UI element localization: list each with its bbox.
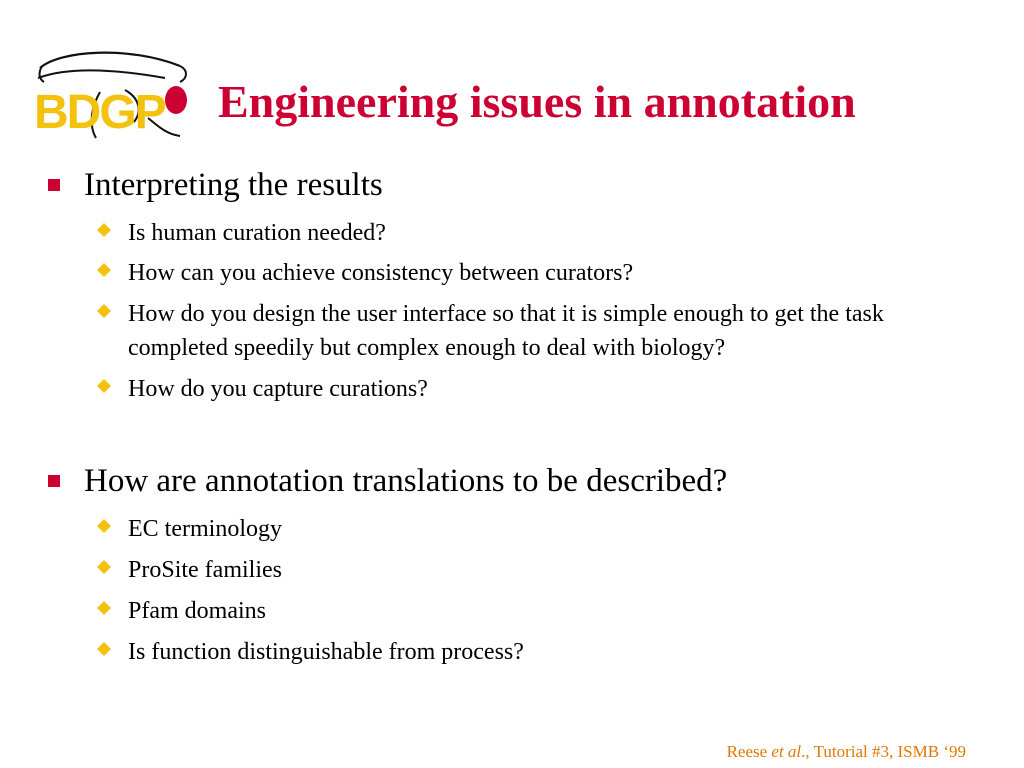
list-item — [96, 372, 428, 406]
list-item — [96, 256, 633, 290]
slide-title: Engineering issues in annotation — [218, 76, 856, 127]
square-bullet-icon — [48, 475, 60, 487]
diamond-bullet-icon — [96, 600, 112, 616]
section-2-heading-row — [48, 462, 727, 500]
section-1-heading: Interpreting the results — [84, 167, 383, 203]
list-item — [96, 635, 524, 669]
diamond-bullet-icon — [96, 262, 112, 278]
diamond-bullet-icon — [96, 559, 112, 575]
list-item-text: Is function distinguishable from process? — [128, 639, 524, 665]
list-item — [96, 216, 386, 250]
list-item — [96, 512, 282, 546]
diamond-bullet-icon — [96, 303, 112, 319]
list-item-text: ProSite families — [128, 557, 282, 583]
logo-text: BDGP — [34, 86, 165, 139]
list-item-text: How do you design the user interface so that it is simple enough to get the task completed speedily but complex enough to deal with biology? — [128, 301, 884, 361]
diamond-bullet-icon — [96, 641, 112, 657]
list-item — [96, 297, 988, 365]
list-item-text: EC terminology — [128, 516, 282, 542]
list-item-text: How do you capture curations? — [128, 376, 428, 402]
list-item — [96, 594, 266, 628]
diamond-bullet-icon — [96, 378, 112, 394]
square-bullet-icon — [48, 179, 60, 191]
list-item — [96, 553, 282, 587]
diamond-bullet-icon — [96, 518, 112, 534]
diamond-bullet-icon — [96, 222, 112, 238]
footer-etal: et al — [771, 742, 802, 761]
footer-rest: ., Tutorial #3, ISMB ‘99 — [801, 742, 966, 761]
list-item-text: Pfam domains — [128, 598, 266, 624]
list-item-text: Is human curation needed? — [128, 220, 386, 246]
section-1-heading-row — [48, 166, 383, 204]
footer-author: Reese — [726, 742, 768, 761]
list-item-text: How can you achieve consistency between curators? — [128, 260, 634, 286]
footer-citation — [727, 742, 966, 762]
section-2-heading: How are annotation translations to be described? — [84, 463, 728, 499]
